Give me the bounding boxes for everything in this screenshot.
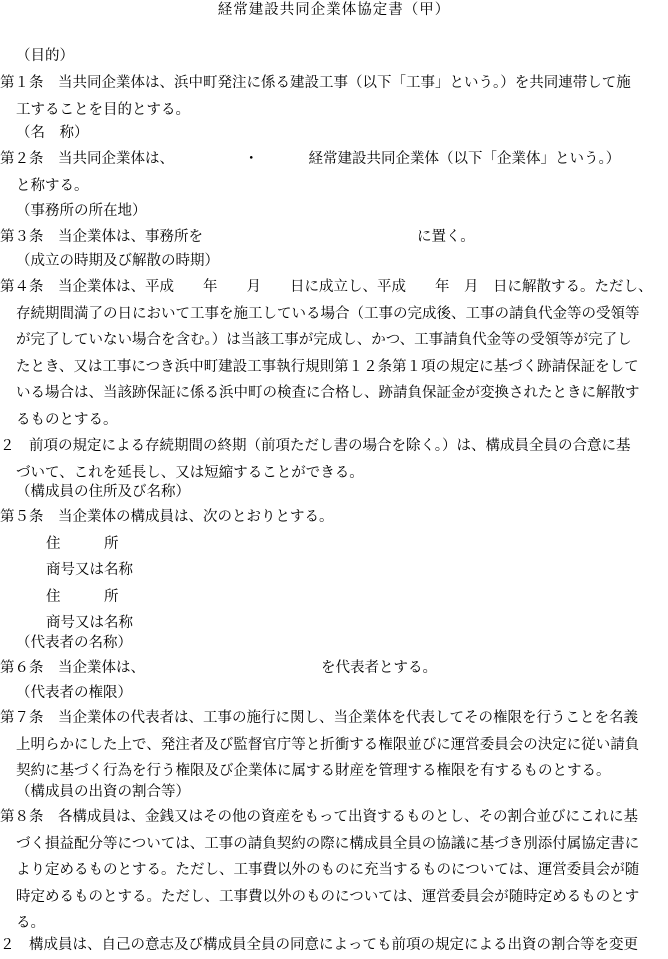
article-2-line-1 — [0, 146, 668, 173]
article-3-line-1-start: 第３条 当企業体は、事務所を — [0, 229, 203, 245]
member-1-address-label: 住 所 — [46, 535, 119, 552]
article-7-line-1: 第７条 当企業体の代表者は、工事の施行に関し、当企業体を代表してその権限を行うことを名義 — [0, 710, 638, 726]
article-2-heading: （名 称） — [16, 125, 89, 141]
article-6-line-1-end: を代表者とする。 — [321, 660, 437, 676]
article-6-heading: （代表者の名称） — [16, 635, 132, 651]
article-8-line-3: より定めるものとする。ただし、工事費以外のものに充当するものについては、運営委員会が随 — [16, 862, 640, 878]
article-8-line-4: 時定めるものとする。ただし、工事費以外のものについては、運営委員会が随時定めるものとす — [16, 888, 640, 905]
article-6-line-1-start: 第６条 当企業体は、 — [0, 660, 145, 676]
article-4-line-2: 存続期間満了の日において工事を施工している場合（工事の完成後、工事の請負代金等の受領等 — [16, 305, 640, 322]
article-4-heading: （成立の時期及び解散の時期） — [16, 253, 219, 269]
article-3-heading: （事務所の所在地） — [16, 203, 147, 219]
member-2-address-label: 住 所 — [46, 588, 119, 605]
member-2-name-label: 商号又は名称 — [46, 615, 133, 631]
article-4-paragraph-2-line-1: ２ 前項の規定による存続期間の終期（前項ただし書の場合を除く。）は、構成員全員の合意に基 — [0, 438, 631, 454]
article-5 — [0, 504, 668, 637]
article-4-line-5: いる場合は、当該跡保証に係る浜中町の検査に合格し、跡請負保証金が変換されたときに解散す — [16, 385, 640, 401]
article-3 — [0, 224, 668, 251]
article-1-line-1: 第１条 当共同企業体は、浜中町発注に係る建設工事（以下「工事」という。）を共同連帯して施 — [0, 75, 631, 91]
article-7-line-3: 契約に基づく行為を行う権限及び企業体に属する財産を管理する権限を有するものとする。 — [16, 763, 611, 779]
article-4-line-3: が完了していない場合を含む。）は当該工事が完成し、かつ、工事請負代金等の受領等が完了し — [16, 332, 632, 348]
article-8-line-1: 第８条 各構成員は、金銭又はその他の資産をもって出資するものとし、その割合並びにこれに基 — [0, 809, 638, 825]
document-title: 経常建設共同企業体協定書（甲） — [217, 2, 451, 18]
article-1-heading: （目的） — [16, 48, 74, 64]
article-2-line-1-start: 第２条 当共同企業体は、 — [0, 151, 174, 167]
article-2 — [0, 146, 668, 199]
article-7 — [0, 705, 668, 785]
article-8-line-2: づく損益配分等については、工事の請負契約の際に構成員全員の協議に基づき別添付属協定書に — [16, 835, 640, 852]
article-4-line-6: るものとする。 — [16, 411, 118, 428]
article-3-line-1-end: に置く。 — [417, 229, 475, 245]
member-1-name-label: 商号又は名称 — [46, 562, 133, 578]
article-3-line-1 — [0, 224, 668, 251]
article-4-line-4: たとき、又は工事につき浜中町建設工事執行規則第１２条第１項の規定に基づく跡請保証をして — [16, 358, 639, 375]
article-2-line-1-end: 経常建設共同企業体（以下「企業体」という。） — [308, 151, 621, 167]
article-8-paragraph-2-line-1: ２ 構成員は、自己の意志及び構成員全員の同意によっても前項の規定による出資の割合等を変更 — [0, 937, 638, 953]
article-7-heading: （代表者の権限） — [16, 685, 132, 701]
article-1-line-2: 工することを目的とする。 — [16, 101, 190, 118]
article-8-heading: （構成員の出資の割合等） — [16, 784, 190, 800]
article-4-line-1: 第４条 当企業体は、平成 年 月 日に成立し、平成 年 月 日に解散する。ただし、 — [0, 279, 653, 295]
article-4-paragraph-2-line-2: づいて、これを延長し、又は短縮することができる。 — [16, 464, 364, 481]
article-8-line-5: る。 — [16, 915, 45, 931]
article-5-heading: （構成員の住所及び名称） — [16, 484, 190, 500]
article-8 — [0, 804, 668, 937]
article-5-line-1: 第５条 当企業体の構成員は、次のとおりとする。 — [0, 509, 334, 525]
member-separator-dot: ・ — [244, 151, 259, 167]
article-1 — [0, 70, 668, 123]
article-6 — [0, 655, 668, 682]
article-6-line-1 — [0, 655, 668, 682]
article-8-paragraph-2 — [0, 932, 668, 959]
article-7-line-2: 上明らかにした上で、発注者及び監督官庁等と折衝する権限並びに運営委員会の決定に従い請負 — [16, 736, 640, 753]
article-2-line-2: と称する。 — [16, 177, 89, 194]
article-4 — [0, 274, 668, 486]
